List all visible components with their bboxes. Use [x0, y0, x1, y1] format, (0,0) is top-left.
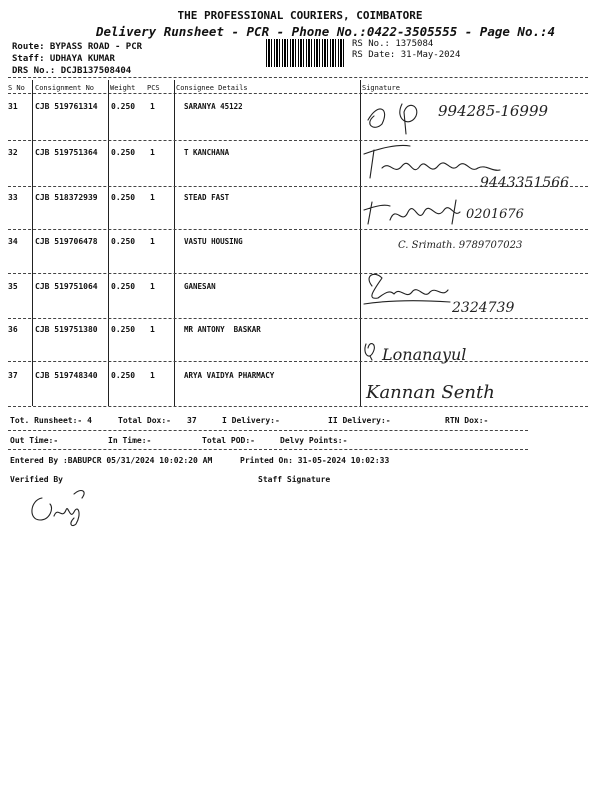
rs-date: RS Date: 31-May-2024 [352, 50, 461, 60]
signature-scribble [364, 145, 500, 178]
printed-on: Printed On: 31-05-2024 10:02:33 [240, 456, 390, 465]
row-sno: 36 [8, 325, 18, 334]
column-line [174, 80, 175, 406]
row-weight: 0.250 [111, 325, 136, 334]
signature-row-34: C. Srimath. 9789707023 [398, 240, 523, 251]
row-consignee: MR ANTONY BASKAR [184, 325, 261, 334]
barcode [266, 39, 344, 67]
verifier-initials [24, 484, 94, 530]
staff-label: Staff: UDHAYA KUMAR [12, 54, 115, 64]
row-sno: 33 [8, 193, 18, 202]
divider [8, 430, 528, 431]
divider [8, 449, 528, 450]
signature-scribble [400, 104, 417, 134]
column-line [32, 80, 33, 406]
row-weight: 0.250 [111, 102, 136, 111]
signature-row-33: 0201676 [466, 207, 524, 222]
row-weight: 0.250 [111, 237, 136, 246]
row-pcs: 1 [150, 148, 155, 157]
col-consignee: Consignee Details [176, 84, 248, 92]
row-consignee: VASTU HOUSING [184, 237, 243, 246]
row-pcs: 1 [150, 282, 155, 291]
signature-scribble [365, 344, 374, 360]
first-delivery: I Delivery:- [222, 416, 280, 425]
row-consignee: STEAD FAST [184, 193, 230, 202]
row-pcs: 1 [150, 237, 155, 246]
row-consignment: CJB 519748340 [35, 371, 98, 380]
col-consignment: Consignment No [35, 84, 95, 92]
runsheet-subtitle: Delivery Runsheet - PCR - Phone No.:0422-3505555 - Page No.:4 [96, 24, 556, 39]
col-pcs: PCS [147, 84, 160, 92]
row-weight: 0.250 [111, 282, 136, 291]
row-pcs: 1 [150, 193, 155, 202]
row-consignee: SARANYA 45122 [184, 102, 243, 111]
signature-row-36: Lonanayul [382, 345, 467, 364]
row-consignee: ARYA VAIDYA PHARMACY [184, 371, 275, 380]
row-pcs: 1 [150, 102, 155, 111]
column-line [108, 80, 109, 406]
entered-by: Entered By :BABUPCR 05/31/2024 10:02:20 AM [10, 456, 213, 465]
drs-number: DRS No.: DCJB137508404 [12, 66, 132, 76]
rs-number: RS No.: 1375084 [352, 39, 434, 49]
col-weight: Weight [110, 84, 136, 92]
row-sno: 35 [8, 282, 18, 291]
total-pod: Total POD:- [202, 436, 255, 445]
row-pcs: 1 [150, 371, 155, 380]
row-consignment: CJB 519706478 [35, 237, 98, 246]
staff-signature: Staff Signature [258, 475, 331, 484]
row-weight: 0.250 [111, 371, 136, 380]
row-weight: 0.250 [111, 148, 136, 157]
total-dox-value: 37 [187, 416, 197, 425]
rtn-dox: RTN Dox:- [445, 416, 489, 425]
divider [8, 77, 588, 78]
row-consignment: CJB 519751364 [35, 148, 98, 157]
row-consignment: CJB 519761314 [35, 102, 98, 111]
signature-row-35: 2324739 [452, 300, 515, 316]
total-dox-label: Total Dox:- [118, 416, 171, 425]
row-consignment: CJB 519751380 [35, 325, 98, 334]
row-sno: 32 [8, 148, 18, 157]
col-signature: Signature [362, 84, 400, 92]
row-consignment: CJB 518372939 [35, 193, 98, 202]
verified-by: Verified By [10, 475, 63, 484]
row-consignee: T KANCHANA [184, 148, 230, 157]
second-delivery: II Delivery:- [328, 416, 391, 425]
route-label: Route: BYPASS ROAD - PCR [12, 42, 143, 52]
delivery-points: Delvy Points:- [280, 436, 348, 445]
company-title: THE PROFESSIONAL COURIERS, COIMBATORE [177, 9, 423, 22]
signature-scribble [364, 200, 460, 224]
row-weight: 0.250 [111, 193, 136, 202]
col-sno: S No [8, 84, 25, 92]
row-consignee: GANESAN [184, 282, 216, 291]
total-runsheet: Tot. Runsheet:- 4 [10, 416, 92, 425]
signature-scribble [368, 109, 385, 127]
row-divider [8, 406, 588, 407]
signature-row-31: 994285-16999 [438, 102, 549, 120]
row-sno: 34 [8, 237, 18, 246]
row-sno: 37 [8, 371, 18, 380]
in-time: In Time:- [108, 436, 152, 445]
row-sno: 31 [8, 102, 18, 111]
signature-row-37: Kannan Senth [366, 382, 495, 403]
row-pcs: 1 [150, 325, 155, 334]
row-consignment: CJB 519751064 [35, 282, 98, 291]
out-time: Out Time:- [10, 436, 59, 445]
signature-scribble [364, 274, 450, 304]
signature-row-32: 9443351566 [480, 175, 570, 191]
signature-column [360, 94, 590, 406]
